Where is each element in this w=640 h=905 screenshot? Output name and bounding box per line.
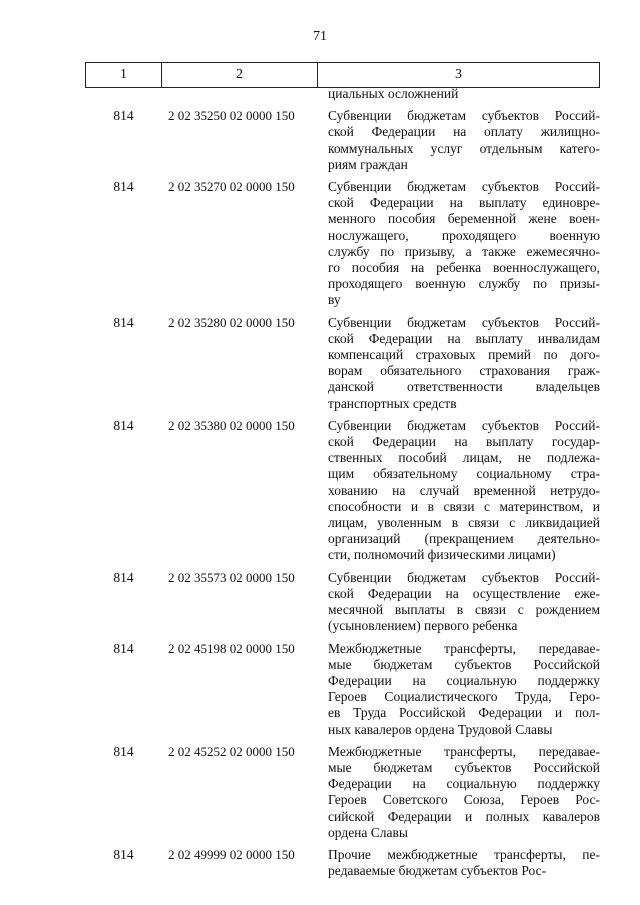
description-line: ордена Славы (328, 824, 408, 840)
table-body (85, 86, 600, 879)
description-cell (318, 847, 600, 879)
admin-code-cell: 814 (113, 417, 134, 433)
table-row (85, 570, 600, 635)
description-line: го пособия на ребенка военнослужащего, (328, 260, 600, 276)
admin-code-cell: 814 (113, 743, 134, 759)
admin-code-cell: 814 (113, 108, 134, 124)
kbk-cell: 2 02 49999 02 0000 150 (168, 846, 295, 862)
description-line: компенсаций страховых премий по дого- (328, 347, 600, 363)
header-col-1: 1 (85, 63, 162, 87)
description-line: Героев Советского Союза, Героев Рос- (328, 792, 600, 808)
description-line: ворам обязательного страхования граж- (328, 363, 600, 379)
kbk-cell: 2 02 35250 02 0000 150 (168, 108, 295, 124)
description-line: мые бюджетам субъектов Российской (328, 759, 600, 775)
description-cell (318, 108, 600, 173)
description-line: риям граждан (328, 156, 408, 172)
description-line: редаваемые бюджетам субъектов Рос- (328, 863, 547, 879)
description-line: Субвенции бюджетам субъектов Россий- (328, 417, 600, 433)
description-line: щим обязательному социальному стра- (328, 466, 600, 482)
description-line: менного пособия беременной жене воен- (328, 211, 600, 227)
description-line: Межбюджетные трансферты, передавае- (328, 640, 600, 656)
description-cell (318, 418, 600, 564)
description-cell (318, 86, 600, 102)
admin-code-cell: 814 (113, 314, 134, 330)
kbk-cell (162, 86, 318, 102)
description-line: транспортных средств (328, 395, 457, 411)
description-line: ственных пособий лицам, не подлежа- (328, 450, 600, 466)
admin-code-cell: 814 (113, 569, 134, 585)
page-number: 71 (313, 29, 327, 44)
description-line: хованию на случай временной нетрудо- (328, 482, 600, 498)
description-line: ской Федерации на осуществление еже- (328, 585, 600, 601)
description-cell (318, 570, 600, 635)
description-line: службу по призыву, а также ежемесячно- (328, 243, 600, 259)
description-line: лицам, уволенным в связи с ликвидацией (328, 515, 600, 531)
kbk-cell: 2 02 35280 02 0000 150 (168, 314, 295, 330)
table-row (85, 744, 600, 841)
admin-code-cell (85, 86, 162, 102)
table-row-continuation (85, 86, 600, 102)
description-line: нослужащего, проходящего военную (328, 227, 600, 243)
table-row (85, 418, 600, 564)
description-cell (318, 744, 600, 841)
description-line: организаций (прекращением деятельно- (328, 531, 600, 547)
description-cell (318, 641, 600, 738)
description-line: Межбюджетные трансферты, передавае- (328, 743, 600, 759)
description-line: Субвенции бюджетам субъектов Россий- (328, 314, 600, 330)
admin-code-cell: 814 (113, 846, 134, 862)
description-line: ской Федерации на оплату жилищно- (328, 124, 600, 140)
table-row (85, 179, 600, 309)
description-line: Героев Социалистического Труда, Геро- (328, 689, 600, 705)
description-line: данской ответственности владельцев (328, 379, 600, 395)
description-line: ных кавалеров ордена Трудовой Славы (328, 721, 553, 737)
description-line: ской Федерации на выплату государ- (328, 434, 600, 450)
description-cell (318, 179, 600, 309)
description-line: ской Федерации на выплату единовре- (328, 195, 600, 211)
kbk-cell: 2 02 45252 02 0000 150 (168, 743, 295, 759)
table-header (85, 62, 600, 88)
description-line: ву (328, 292, 341, 308)
description-line: Субвенции бюджетам субъектов Россий- (328, 108, 600, 124)
table-row (85, 847, 600, 879)
description-line: ской Федерации на выплату инвалидам (328, 330, 600, 346)
admin-code-cell: 814 (113, 179, 134, 195)
description-cell (318, 315, 600, 412)
description-line: сти, полномочий физическими лицами) (328, 547, 556, 563)
admin-code-cell: 814 (113, 640, 134, 656)
table-row (85, 315, 600, 412)
description-line: сийской Федерации и полных кавалеров (328, 808, 600, 824)
kbk-cell: 2 02 35270 02 0000 150 (168, 179, 295, 195)
description-line: Субвенции бюджетам субъектов Россий- (328, 569, 600, 585)
description-line: (усыновлением) первого ребенка (328, 618, 518, 634)
kbk-cell: 2 02 35380 02 0000 150 (168, 417, 295, 433)
header-col-2: 2 (162, 63, 318, 87)
header-col-3: 3 (318, 63, 600, 87)
description-line: способности и в связи с материнством, и (328, 498, 600, 514)
description-line: ев Труда Российской Федерации и пол- (328, 705, 600, 721)
description-line: мые бюджетам субъектов Российской (328, 656, 600, 672)
kbk-cell: 2 02 45198 02 0000 150 (168, 640, 295, 656)
description-line: Федерации на социальную поддержку (328, 672, 600, 688)
description-line: Федерации на социальную поддержку (328, 776, 600, 792)
description-line: Прочие межбюджетные трансферты, пе- (328, 846, 600, 862)
kbk-cell: 2 02 35573 02 0000 150 (168, 569, 295, 585)
description-line: месячной выплаты в связи с рождением (328, 602, 600, 618)
description-line: циальных осложнений (328, 86, 459, 101)
description-line: проходящего военную службу по призы- (328, 276, 600, 292)
table-row (85, 641, 600, 738)
description-line: коммунальных услуг отдельным катего- (328, 140, 600, 156)
table-row (85, 108, 600, 173)
description-line: Субвенции бюджетам субъектов Россий- (328, 179, 600, 195)
